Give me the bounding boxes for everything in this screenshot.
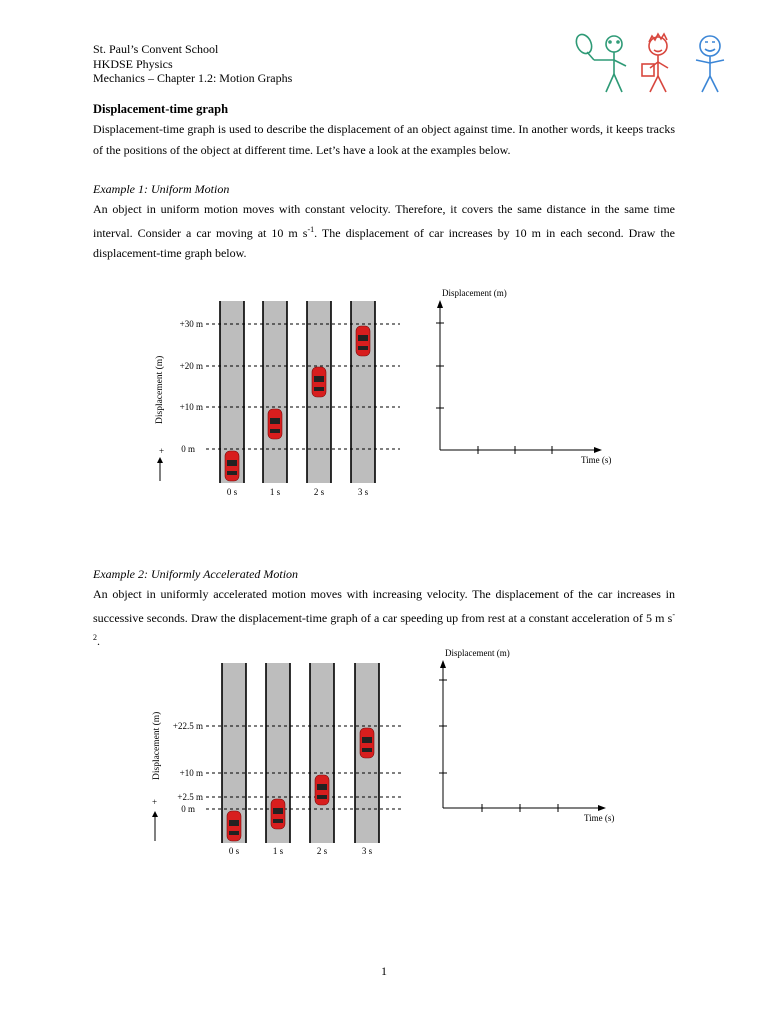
car (360, 728, 374, 758)
example2-text-b: . (97, 634, 100, 648)
school-name: St. Paul’s Convent School (93, 42, 219, 56)
stick-figures-logo (572, 30, 732, 98)
level-label: +30 m (179, 319, 203, 329)
document-header (93, 42, 292, 86)
time-label: 3 s (361, 846, 373, 856)
y-arrow-head (440, 660, 446, 668)
time-label: 0 s (226, 487, 238, 497)
level-label: +10 m (179, 768, 203, 778)
example1-title: Example 1: Uniform Motion (93, 182, 230, 196)
time-label: 2 s (313, 487, 325, 497)
diagram-axis-label: Displacement (m) (152, 711, 162, 780)
level-label: +22.5 m (172, 721, 203, 731)
graph-x-label: Time (s) (584, 813, 615, 823)
diagram-plus-sign: + (152, 797, 158, 807)
example1-text-a: An object in uniform motion moves with constant velocity. Therefore, it covers the same distance in the same time interval. Consider a car moving at 10 m s (93, 202, 675, 240)
time-label: 1 s (272, 846, 284, 856)
car (356, 326, 370, 356)
page-number: 1 (381, 964, 387, 978)
graph-y-label: Displacement (m) (442, 288, 507, 298)
example1-text-sup: -1 (307, 224, 315, 234)
example2-paragraph (93, 584, 675, 652)
chapter-title: Mechanics – Chapter 1.2: Motion Graphs (93, 71, 293, 85)
up-arrow (152, 811, 158, 841)
car (268, 409, 282, 439)
section-title: Displacement-time graph (93, 102, 229, 116)
car (225, 451, 239, 481)
car (271, 799, 285, 829)
graph-y-label: Displacement (m) (445, 648, 510, 658)
up-arrow (157, 457, 163, 481)
diagram-plus-sign: + (159, 446, 165, 456)
level-label: 0 m (181, 804, 195, 814)
graph-x-label: Time (s) (581, 455, 612, 465)
car (315, 775, 329, 805)
car (227, 811, 241, 841)
example2-road-diagram (148, 660, 410, 860)
time-label: 1 s (269, 487, 281, 497)
road-lanes (222, 663, 379, 843)
example1-road-diagram (150, 296, 410, 501)
road-lanes (220, 301, 375, 483)
x-arrow-head (598, 805, 606, 811)
y-arrow-head (437, 300, 443, 308)
level-label: +2.5 m (177, 792, 203, 802)
example2-blank-graph (432, 644, 632, 829)
time-label: 2 s (316, 846, 328, 856)
x-arrow-head (594, 447, 602, 453)
example2-text-a: An object in uniformly accelerated motion moves with increasing velocity. The displacement of the car increases in successive seconds. Draw the displacement-time graph of a car speeding up from rest at a constant acceleration of 5 m s (93, 587, 675, 625)
intro-paragraph: Displacement-time graph is used to describe the displacement of an object against time. In another words, it keeps tracks of the positions of the object at different time. Let’s have a look at the examples below. (93, 122, 675, 157)
car (312, 367, 326, 397)
level-label: +10 m (179, 402, 203, 412)
example1-paragraph (93, 199, 675, 264)
course-name: HKDSE Physics (93, 56, 173, 71)
example2-text-sup: -2 (93, 609, 675, 642)
example1-text-b: . The displacement of car increases by 10 m in each second. Draw the displacement-time graph below. (93, 225, 675, 260)
time-label: 3 s (357, 487, 369, 497)
time-label: 0 s (228, 846, 240, 856)
level-label: +20 m (179, 361, 203, 371)
example2-title: Example 2: Uniformly Accelerated Motion (93, 567, 299, 581)
level-label: 0 m (181, 444, 195, 454)
diagram-axis-label: Displacement (m) (155, 355, 165, 424)
example1-blank-graph (430, 284, 630, 469)
